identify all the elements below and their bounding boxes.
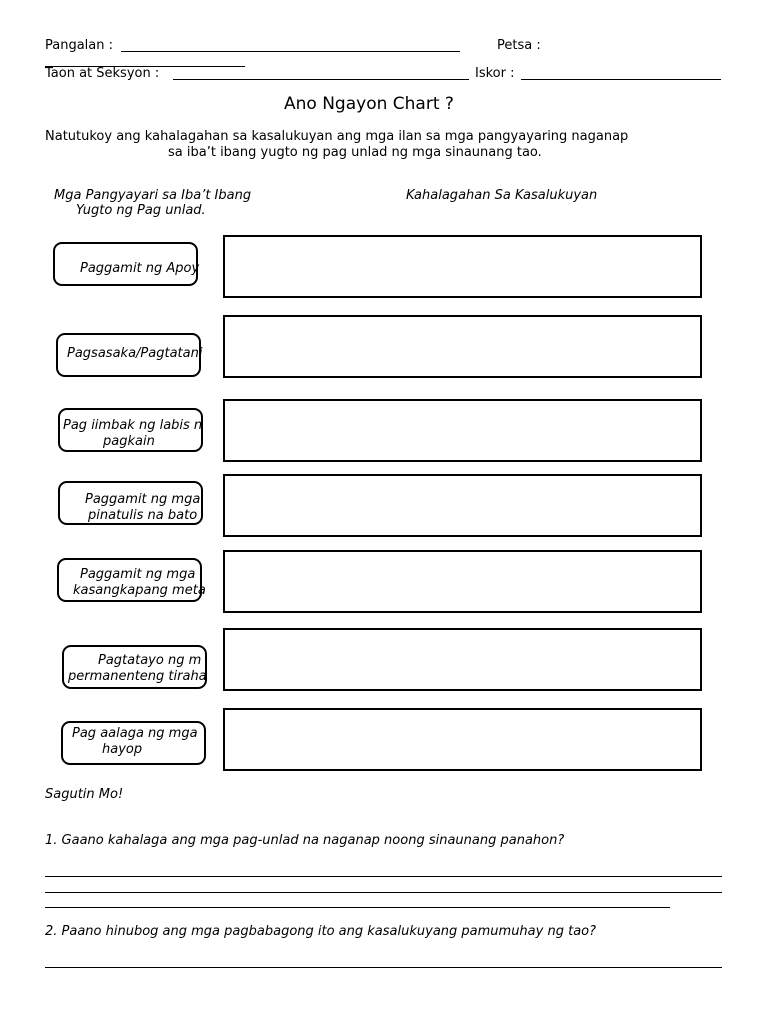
questions-heading: Sagutin Mo! [45, 787, 124, 802]
event-label-text: Pagtatayo ng m [98, 653, 202, 668]
section-label: Taon at Seksyon : [45, 66, 160, 81]
event-label-text: kasangkapang meta [73, 583, 206, 598]
answer-box-metal-tools[interactable] [223, 550, 702, 613]
question-2: 2. Paano hinubog ang mga pagbabagong ito ang kasalukuyang pamumuhay ng tao? [45, 924, 597, 939]
event-label-permanent-dwelling [62, 645, 207, 689]
event-label-text: Paggamit ng mga [80, 567, 196, 582]
answer-line-1b[interactable] [45, 892, 722, 893]
answer-box-sharpened-stone[interactable] [223, 474, 702, 537]
date-label: Petsa : [497, 38, 541, 53]
name-label: Pangalan : [45, 38, 114, 53]
instructions-line-1: Natutukoy ang kahalagahan sa kasalukuyan ang mga ilan sa mga pangyayaring naganap [45, 129, 629, 144]
event-label-text: Paggamit ng mga [85, 492, 201, 507]
question-1: 1. Gaano kahalaga ang mga pag-unlad na naganap noong sinaunang panahon? [45, 833, 565, 848]
event-label-text: permanenteng tiraha [68, 669, 207, 684]
instructions-line-2: sa iba’t ibang yugto ng pag unlad ng mga sinaunang tao. [168, 145, 542, 160]
name-blank-line[interactable] [121, 51, 460, 52]
page-title: Ano Ngayon Chart ? [284, 94, 454, 114]
left-column-heading-line-1: Mga Pangyayari sa Iba’t Ibang [54, 188, 252, 203]
right-column-heading: Kahalagahan Sa Kasalukuyan [406, 188, 598, 203]
event-label-text: pinatulis na bato [88, 508, 198, 523]
event-label-text: pagkain [103, 434, 155, 449]
event-label-farming [56, 333, 201, 377]
answer-box-farming[interactable] [223, 315, 702, 378]
section-blank-line[interactable] [173, 79, 469, 80]
answer-box-food-storage[interactable] [223, 399, 702, 462]
left-column-heading-line-2: Yugto ng Pag unlad. [76, 203, 206, 218]
event-label-metal-tools [57, 558, 206, 602]
event-label-animal-raising [61, 721, 206, 765]
score-label: Iskor : [475, 66, 515, 81]
answer-line-1c[interactable] [45, 907, 670, 908]
answer-box-fire[interactable] [223, 235, 702, 298]
event-label-text: Pag aalaga ng mga [72, 726, 198, 741]
answer-box-animal-raising[interactable] [223, 708, 702, 771]
answer-line-2a[interactable] [45, 967, 722, 968]
event-label-food-storage [58, 408, 203, 452]
event-label-text: hayop [102, 742, 143, 757]
event-label-text: Pagsasaka/Pagtatani [67, 346, 203, 361]
score-blank-line[interactable] [521, 79, 721, 80]
event-label-text: Pag iimbak ng labis n [63, 418, 203, 433]
event-label-sharpened-stone [58, 481, 203, 525]
answer-line-1a[interactable] [45, 876, 722, 877]
event-label-text: Paggamit ng Apoy [80, 261, 200, 276]
answer-box-permanent-dwelling[interactable] [223, 628, 702, 691]
event-label-fire [53, 242, 198, 286]
